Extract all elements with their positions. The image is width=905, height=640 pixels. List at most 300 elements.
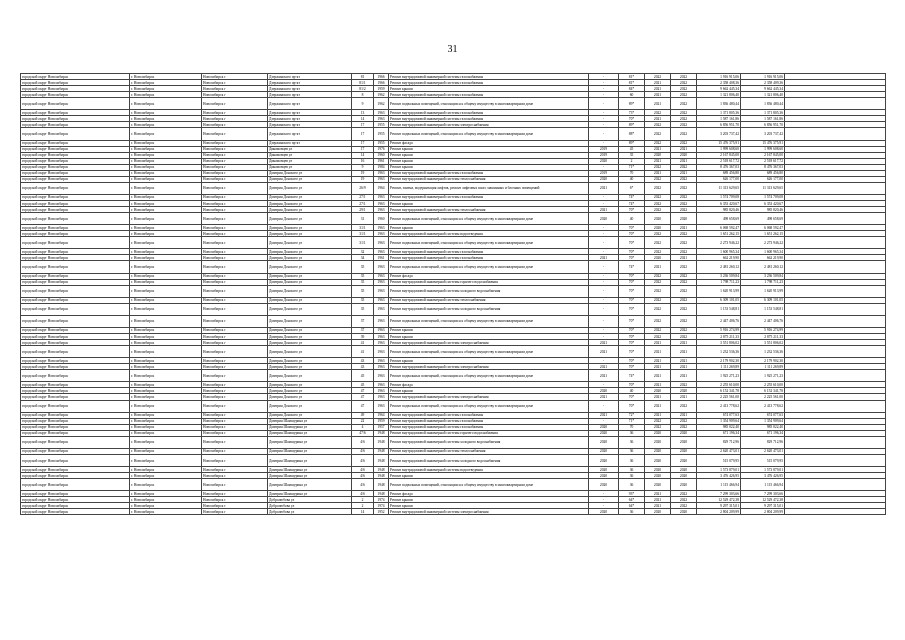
cell-cost-fund: 2 481 260,12: [741, 261, 785, 273]
cell-prev-repair-year: -: [589, 497, 619, 503]
cell-prev-repair-year: -: [589, 279, 619, 285]
cell-house-number: 39: [352, 334, 374, 340]
cell-cost-fund: 1 587 161,86: [741, 116, 785, 122]
cell-cost-fund: 8 476 367,03: [741, 164, 785, 170]
cell-prev-repair-year: 2020: [589, 176, 619, 182]
cell-prev-repair-year: 2021: [589, 182, 619, 194]
cell-wear-percent: 60: [619, 92, 645, 98]
cell-cost-fund: 1 620 913,99: [741, 285, 785, 297]
cell-locality: Новосибирск г: [202, 176, 268, 182]
cell-plan-start-year: 2021: [645, 364, 671, 370]
cell-build-year: 1963: [374, 382, 389, 388]
cell-house-number: 4/6: [352, 467, 374, 473]
cell-build-year: 1963: [374, 346, 389, 358]
cell-cost-fund: 1 573 879,01: [741, 467, 785, 473]
cell-plan-start-year: 2022: [645, 182, 671, 194]
cell-build-year: 1964: [374, 182, 389, 194]
cell-cost-total: 2 620 473,01: [697, 448, 741, 454]
cell-locality: Новосибирск г: [202, 400, 268, 412]
cell-build-year: 1948: [374, 467, 389, 473]
cell-wear-percent: 45: [619, 146, 645, 152]
cell-wear-percent: 70*: [619, 279, 645, 285]
cell-wear-percent: 73*: [619, 110, 645, 116]
cell-house-number: 4/6: [352, 479, 374, 491]
cell-plan-end-year: 2020: [671, 509, 697, 515]
cell-plan-start-year: 2021: [645, 400, 671, 412]
cell-cost-total: 689 456,80: [697, 170, 741, 176]
cell-municipality: городской округ Новосибирск: [21, 273, 130, 279]
cell-wear-percent: 70*: [619, 116, 645, 122]
cell-settlement: г. Новосибирск: [130, 98, 202, 110]
table-row: [21, 237, 886, 249]
cell-cost-total: 1 587 161,86: [697, 116, 741, 122]
cell-house-number: 9: [352, 164, 374, 170]
cell-plan-start-year: 2021: [645, 80, 671, 86]
cell-note: [785, 128, 886, 140]
cell-plan-start-year: 2020: [645, 388, 671, 394]
cell-street: Дзержинского пр-кт: [268, 98, 352, 110]
cell-cost-total: 3 236 509,84: [697, 273, 741, 279]
cell-prev-repair-year: 2020: [589, 473, 619, 479]
cell-locality: Новосибирск г: [202, 448, 268, 454]
cell-note: [785, 285, 886, 297]
cell-wear-percent: 2: [619, 158, 645, 164]
cell-cost-total: 2 518 617,72: [697, 158, 741, 164]
cell-settlement: г. Новосибирск: [130, 158, 202, 164]
cell-locality: Новосибирск г: [202, 158, 268, 164]
cell-cost-fund: 2 225 561,00: [741, 394, 785, 400]
cell-note: [785, 400, 886, 412]
cell-work-type: Ремонт внутридомовой инженерной системы горячего водоснабжения: [389, 430, 589, 436]
cell-wear-percent: 89*: [619, 98, 645, 110]
cell-plan-start-year: 2021: [645, 98, 671, 110]
cell-municipality: городской округ Новосибирск: [21, 448, 130, 454]
cell-plan-end-year: 2022: [671, 491, 697, 497]
cell-build-year: 1974: [374, 503, 389, 509]
cell-street: Добролюбова ул: [268, 509, 352, 515]
cell-work-type: Ремонт внутридомовой инженерной системы холодного водоснабжения: [389, 303, 589, 315]
cell-house-number: 37: [352, 315, 374, 327]
cell-build-year: 1959: [374, 86, 389, 92]
cell-cost-total: 6 152 341,78: [697, 388, 741, 394]
cell-settlement: г. Новосибирск: [130, 315, 202, 327]
cell-work-type: Ремонт внутридомовой инженерной системы газоснабжения: [389, 116, 589, 122]
cell-house-number: 8: [352, 92, 374, 98]
cell-prev-repair-year: 2020: [589, 430, 619, 436]
cell-wear-percent: 36: [619, 430, 645, 436]
cell-plan-start-year: 2021: [645, 491, 671, 497]
cell-locality: Новосибирск г: [202, 327, 268, 333]
cell-cost-fund: 671 196,34: [741, 430, 785, 436]
cell-settlement: г. Новосибирск: [130, 249, 202, 255]
cell-plan-start-year: 2022: [645, 297, 671, 303]
cell-municipality: городской округ Новосибирск: [21, 158, 130, 164]
cell-cost-total: 1 620 913,99: [697, 285, 741, 297]
cell-house-number: 4/6: [352, 448, 374, 454]
cell-cost-fund: 3 236 509,84: [741, 273, 785, 279]
cell-work-type: Ремонт подвальных помещений, относящихся к общему имуществу в многоквартирном доме: [389, 370, 589, 382]
cell-locality: Новосибирск г: [202, 436, 268, 448]
cell-cost-fund: 5 916 274,99: [741, 327, 785, 333]
cell-wear-percent: 71*: [619, 418, 645, 424]
cell-house-number: 81: [352, 74, 374, 80]
cell-plan-start-year: 2022: [645, 249, 671, 255]
cell-wear-percent: 93*: [619, 491, 645, 497]
cell-plan-start-year: 2020: [645, 255, 671, 261]
cell-prev-repair-year: -: [589, 418, 619, 424]
cell-wear-percent: 70*: [619, 225, 645, 231]
cell-municipality: городской округ Новосибирск: [21, 334, 130, 340]
cell-work-type: Ремонт крыши: [389, 473, 589, 479]
cell-locality: Новосибирск г: [202, 152, 268, 158]
cell-work-type: Ремонт фасада: [389, 140, 589, 146]
cell-settlement: г. Новосибирск: [130, 412, 202, 418]
cell-street: Дмитрия Донского ул: [268, 412, 352, 418]
cell-street: Дмитрия Шамшурина ул: [268, 436, 352, 448]
cell-cost-total: 2 358 408,36: [697, 80, 741, 86]
cell-locality: Новосибирск г: [202, 122, 268, 128]
cell-street: Дмитрия Донского ул: [268, 382, 352, 388]
cell-cost-total: 1 115 466,94: [697, 479, 741, 491]
cell-work-type: Ремонт крыши: [389, 164, 589, 170]
cell-wear-percent: 70*: [619, 303, 645, 315]
cell-street: Дмитрия Донского ул: [268, 370, 352, 382]
cell-prev-repair-year: -: [589, 358, 619, 364]
cell-plan-end-year: 2021: [671, 340, 697, 346]
cell-municipality: городской округ Новосибирск: [21, 315, 130, 327]
cell-plan-start-year: 2020: [645, 509, 671, 515]
cell-work-type: Ремонт внутридомовой инженерной системы газоснабжения: [389, 80, 589, 86]
cell-plan-start-year: 2022: [645, 194, 671, 200]
cell-house-number: 22: [352, 418, 374, 424]
cell-wear-percent: 70*: [619, 382, 645, 388]
cell-build-year: 1963: [374, 231, 389, 237]
cell-municipality: городской округ Новосибирск: [21, 430, 130, 436]
cell-prev-repair-year: 2019: [589, 152, 619, 158]
cell-cost-total: 1 798 711,23: [697, 279, 741, 285]
cell-house-number: 16: [352, 158, 374, 164]
cell-locality: Новосибирск г: [202, 249, 268, 255]
cell-work-type: Ремонт внутридомовой инженерной системы теплоснабжения: [389, 176, 589, 182]
cell-cost-fund: 1 371 805,36: [741, 110, 785, 116]
cell-municipality: городской округ Новосибирск: [21, 213, 130, 225]
cell-cost-fund: 2 167 845,00: [741, 152, 785, 158]
cell-plan-start-year: 2022: [645, 279, 671, 285]
cell-municipality: городской округ Новосибирск: [21, 140, 130, 146]
cell-build-year: 1963: [374, 388, 389, 394]
cell-wear-percent: 72*: [619, 412, 645, 418]
cell-locality: Новосибирск г: [202, 116, 268, 122]
cell-wear-percent: 81*: [619, 74, 645, 80]
cell-cost-total: 1 600 965,34: [697, 249, 741, 255]
cell-cost-fund: 9 297 315,01: [741, 503, 785, 509]
cell-house-number: 35: [352, 279, 374, 285]
cell-build-year: 1963: [374, 394, 389, 400]
table-row: [21, 315, 886, 327]
cell-build-year: 1963: [374, 249, 389, 255]
cell-cost-fund: 1 836 480,44: [741, 98, 785, 110]
cell-cost-fund: 2 804 209,99: [741, 509, 785, 515]
cell-settlement: г. Новосибирск: [130, 164, 202, 170]
cell-plan-start-year: 2021: [645, 158, 671, 164]
cell-note: [785, 346, 886, 358]
cell-cost-total: 1 573 879,01: [697, 467, 741, 473]
cell-build-year: 1963: [374, 176, 389, 182]
cell-cost-fund: 1 153 548,81: [741, 303, 785, 315]
cell-wear-percent: 70*: [619, 237, 645, 249]
cell-settlement: г. Новосибирск: [130, 194, 202, 200]
cell-street: Дмитрия Шамшурина ул: [268, 448, 352, 454]
cell-work-type: Ремонт внутридомовой инженерной системы электроснабжения: [389, 340, 589, 346]
cell-plan-end-year: 2021: [671, 255, 697, 261]
cell-work-type: Ремонт подвальных помещений, относящихся к общему имуществу в многоквартирном доме: [389, 315, 589, 327]
cell-prev-repair-year: -: [589, 231, 619, 237]
cell-street: Динамовцев ул: [268, 158, 352, 164]
cell-cost-total: 671 196,34: [697, 430, 741, 436]
cell-plan-end-year: 2022: [671, 237, 697, 249]
cell-municipality: городской округ Новосибирск: [21, 491, 130, 497]
cell-build-year: 1984: [374, 164, 389, 170]
cell-work-type: Ремонт внутридомовой инженерной системы газоснабжения: [389, 249, 589, 255]
cell-house-number: 41: [352, 346, 374, 358]
cell-street: Дзержинского пр-кт: [268, 86, 352, 92]
cell-wear-percent: 70*: [619, 358, 645, 364]
cell-prev-repair-year: 2021: [589, 207, 619, 213]
cell-wear-percent: 70: [619, 424, 645, 430]
cell-municipality: городской округ Новосибирск: [21, 182, 130, 194]
cell-prev-repair-year: 2021: [589, 370, 619, 382]
cell-locality: Новосибирск г: [202, 80, 268, 86]
cell-settlement: г. Новосибирск: [130, 140, 202, 146]
cell-settlement: г. Новосибирск: [130, 225, 202, 231]
cell-note: [785, 182, 886, 194]
cell-cost-total: 985 022,40: [697, 424, 741, 430]
cell-plan-end-year: 2022: [671, 424, 697, 430]
cell-cost-fund: 3 551 806,02: [741, 340, 785, 346]
cell-house-number: 31/1: [352, 231, 374, 237]
cell-street: Дмитрия Шамшурина ул: [268, 430, 352, 436]
cell-locality: Новосибирск г: [202, 503, 268, 509]
cell-plan-start-year: 2020: [645, 467, 671, 473]
cell-municipality: городской округ Новосибирск: [21, 74, 130, 80]
cell-wear-percent: 35: [619, 152, 645, 158]
cell-cost-total: 985 820,46: [697, 207, 741, 213]
table-row: [21, 370, 886, 382]
cell-build-year: 1962: [374, 98, 389, 110]
cell-work-type: Ремонт внутридомовой инженерной системы электроснабжения: [389, 122, 589, 128]
table-row: [21, 285, 886, 297]
cell-municipality: городской округ Новосибирск: [21, 370, 130, 382]
cell-municipality: городской округ Новосибирск: [21, 400, 130, 412]
cell-build-year: 1963: [374, 340, 389, 346]
cell-work-type: Ремонт крыши: [389, 200, 589, 206]
cell-plan-end-year: 2022: [671, 273, 697, 279]
cell-plan-end-year: 2022: [671, 128, 697, 140]
cell-municipality: городской округ Новосибирск: [21, 279, 130, 285]
cell-note: [785, 509, 886, 515]
cell-cost-total: 11 313 629,65: [697, 182, 741, 194]
cell-plan-end-year: 2022: [671, 194, 697, 200]
cell-wear-percent: 36: [619, 473, 645, 479]
cell-plan-end-year: 2022: [671, 122, 697, 128]
cell-build-year: 1963: [374, 327, 389, 333]
cell-prev-repair-year: -: [589, 110, 619, 116]
cell-build-year: 1963: [374, 364, 389, 370]
cell-cost-total: 2 273 946,22: [697, 237, 741, 249]
cell-cost-total: 5 916 274,99: [697, 327, 741, 333]
cell-settlement: г. Новосибирск: [130, 388, 202, 394]
cell-prev-repair-year: -: [589, 315, 619, 327]
cell-work-type: Ремонт крыши: [389, 158, 589, 164]
cell-build-year: 1976: [374, 146, 389, 152]
cell-build-year: 1960: [374, 152, 389, 158]
cell-note: [785, 454, 886, 466]
cell-plan-end-year: 2022: [671, 231, 697, 237]
cell-street: Дмитрия Шамшурина ул: [268, 467, 352, 473]
cell-cost-total: 1 651 262,15: [697, 231, 741, 237]
cell-settlement: г. Новосибирск: [130, 170, 202, 176]
cell-settlement: г. Новосибирск: [130, 424, 202, 430]
cell-note: [785, 98, 886, 110]
cell-build-year: 1952: [374, 509, 389, 515]
cell-locality: Новосибирск г: [202, 273, 268, 279]
table-row: [21, 303, 886, 315]
cell-settlement: г. Новосибирск: [130, 74, 202, 80]
cell-house-number: 19: [352, 170, 374, 176]
cell-plan-start-year: 2020: [645, 479, 671, 491]
cell-wear-percent: 74*: [619, 194, 645, 200]
cell-prev-repair-year: -: [589, 334, 619, 340]
cell-work-type: Ремонт крыши: [389, 86, 589, 92]
cell-locality: Новосибирск г: [202, 473, 268, 479]
cell-cost-fund: 985 022,40: [741, 424, 785, 430]
cell-settlement: г. Новосибирск: [130, 128, 202, 140]
cell-plan-end-year: 2021: [671, 346, 697, 358]
cell-cost-fund: 1 321 806,40: [741, 92, 785, 98]
cell-locality: Новосибирск г: [202, 467, 268, 473]
cell-cost-fund: 1 574 709,08: [741, 194, 785, 200]
cell-build-year: 1955: [374, 140, 389, 146]
cell-plan-start-year: 2020: [645, 225, 671, 231]
cell-plan-end-year: 2021: [671, 358, 697, 364]
cell-street: Дмитрия Донского ул: [268, 315, 352, 327]
cell-work-type: Ремонт внутридомовой инженерной системы газоснабжения: [389, 170, 589, 176]
cell-cost-total: 2 875 211,33: [697, 334, 741, 340]
cell-locality: Новосибирск г: [202, 237, 268, 249]
cell-wear-percent: 40: [619, 213, 645, 225]
cell-cost-total: 1 916 915,06: [697, 74, 741, 80]
cell-work-type: Ремонт внутридомовой инженерной системы электроснабжения: [389, 394, 589, 400]
cell-street: Дзержинского пр-кт: [268, 110, 352, 116]
cell-settlement: г. Новосибирск: [130, 92, 202, 98]
cell-plan-start-year: 2022: [645, 74, 671, 80]
cell-work-type: Ремонт крыши: [389, 327, 589, 333]
cell-plan-start-year: 2022: [645, 418, 671, 424]
cell-municipality: городской округ Новосибирск: [21, 164, 130, 170]
cell-house-number: 13: [352, 110, 374, 116]
cell-build-year: 1948: [374, 436, 389, 448]
cell-wear-percent: 74*: [619, 370, 645, 382]
cell-wear-percent: 74*: [619, 261, 645, 273]
cell-cost-fund: 2 875 211,33: [741, 334, 785, 340]
table-row: [21, 436, 886, 448]
cell-work-type: Ремонт подвальных помещений, относящихся к общему имуществу в многоквартирном доме: [389, 98, 589, 110]
cell-settlement: г. Новосибирск: [130, 116, 202, 122]
table-row: [21, 400, 886, 412]
cell-plan-end-year: 2022: [671, 116, 697, 122]
cell-wear-percent: 70*: [619, 334, 645, 340]
cell-cost-fund: 6 353 420,67: [741, 200, 785, 206]
cell-locality: Новосибирск г: [202, 334, 268, 340]
cell-municipality: городской округ Новосибирск: [21, 418, 130, 424]
cell-wear-percent: 70*: [619, 394, 645, 400]
cell-house-number: 17: [352, 146, 374, 152]
cell-settlement: г. Новосибирск: [130, 491, 202, 497]
cell-street: Динамовцев ул: [268, 164, 352, 170]
cell-locality: Новосибирск г: [202, 454, 268, 466]
cell-street: Дзержинского пр-кт: [268, 116, 352, 122]
cell-street: Дзержинского пр-кт: [268, 74, 352, 80]
cell-settlement: г. Новосибирск: [130, 213, 202, 225]
cell-street: Дмитрия Донского ул: [268, 394, 352, 400]
cell-house-number: 81/1: [352, 80, 374, 86]
cell-house-number: 47/6: [352, 430, 374, 436]
cell-locality: Новосибирск г: [202, 388, 268, 394]
cell-build-year: 1963: [374, 370, 389, 382]
cell-cost-fund: 1 115 466,94: [741, 479, 785, 491]
cell-plan-end-year: 2022: [671, 315, 697, 327]
cell-locality: Новосибирск г: [202, 358, 268, 364]
cell-settlement: г. Новосибирск: [130, 334, 202, 340]
cell-wear-percent: 36: [619, 467, 645, 473]
cell-municipality: городской округ Новосибирск: [21, 327, 130, 333]
cell-street: Дзержинского пр-кт: [268, 92, 352, 98]
cell-cost-total: 515 079,95: [697, 454, 741, 466]
cell-cost-fund: 1 798 711,23: [741, 279, 785, 285]
cell-cost-fund: 9 662 445,34: [741, 86, 785, 92]
cell-locality: Новосибирск г: [202, 509, 268, 515]
cell-municipality: городской округ Новосибирск: [21, 194, 130, 200]
cell-municipality: городской округ Новосибирск: [21, 200, 130, 206]
cell-plan-start-year: 2021: [645, 497, 671, 503]
cell-wear-percent: 40: [619, 388, 645, 394]
cell-municipality: городской округ Новосибирск: [21, 412, 130, 418]
cell-plan-end-year: 2021: [671, 394, 697, 400]
cell-municipality: городской округ Новосибирск: [21, 388, 130, 394]
cell-prev-repair-year: 2021: [589, 255, 619, 261]
cell-prev-repair-year: 2020: [589, 479, 619, 491]
cell-cost-total: 1 574 709,08: [697, 194, 741, 200]
cell-cost-total: 6 309 101,05: [697, 297, 741, 303]
cell-plan-end-year: 2021: [671, 370, 697, 382]
cell-house-number: 26/9: [352, 182, 374, 194]
cell-plan-start-year: 2021: [645, 370, 671, 382]
cell-build-year: 1963: [374, 237, 389, 249]
cell-locality: Новосибирск г: [202, 430, 268, 436]
cell-wear-percent: 70*: [619, 346, 645, 358]
cell-settlement: г. Новосибирск: [130, 382, 202, 388]
cell-work-type: Ремонт внутридомовой инженерной системы газоснабжения: [389, 74, 589, 80]
cell-plan-end-year: 2022: [671, 303, 697, 315]
cell-locality: Новосибирск г: [202, 261, 268, 273]
cell-settlement: г. Новосибирск: [130, 394, 202, 400]
cell-house-number: 31/1: [352, 225, 374, 231]
cell-plan-end-year: 2020: [671, 479, 697, 491]
cell-cost-total: 1 836 480,44: [697, 98, 741, 110]
cell-build-year: 1963: [374, 110, 389, 116]
cell-plan-end-year: 2020: [671, 467, 697, 473]
cell-prev-repair-year: 2020: [589, 448, 619, 454]
